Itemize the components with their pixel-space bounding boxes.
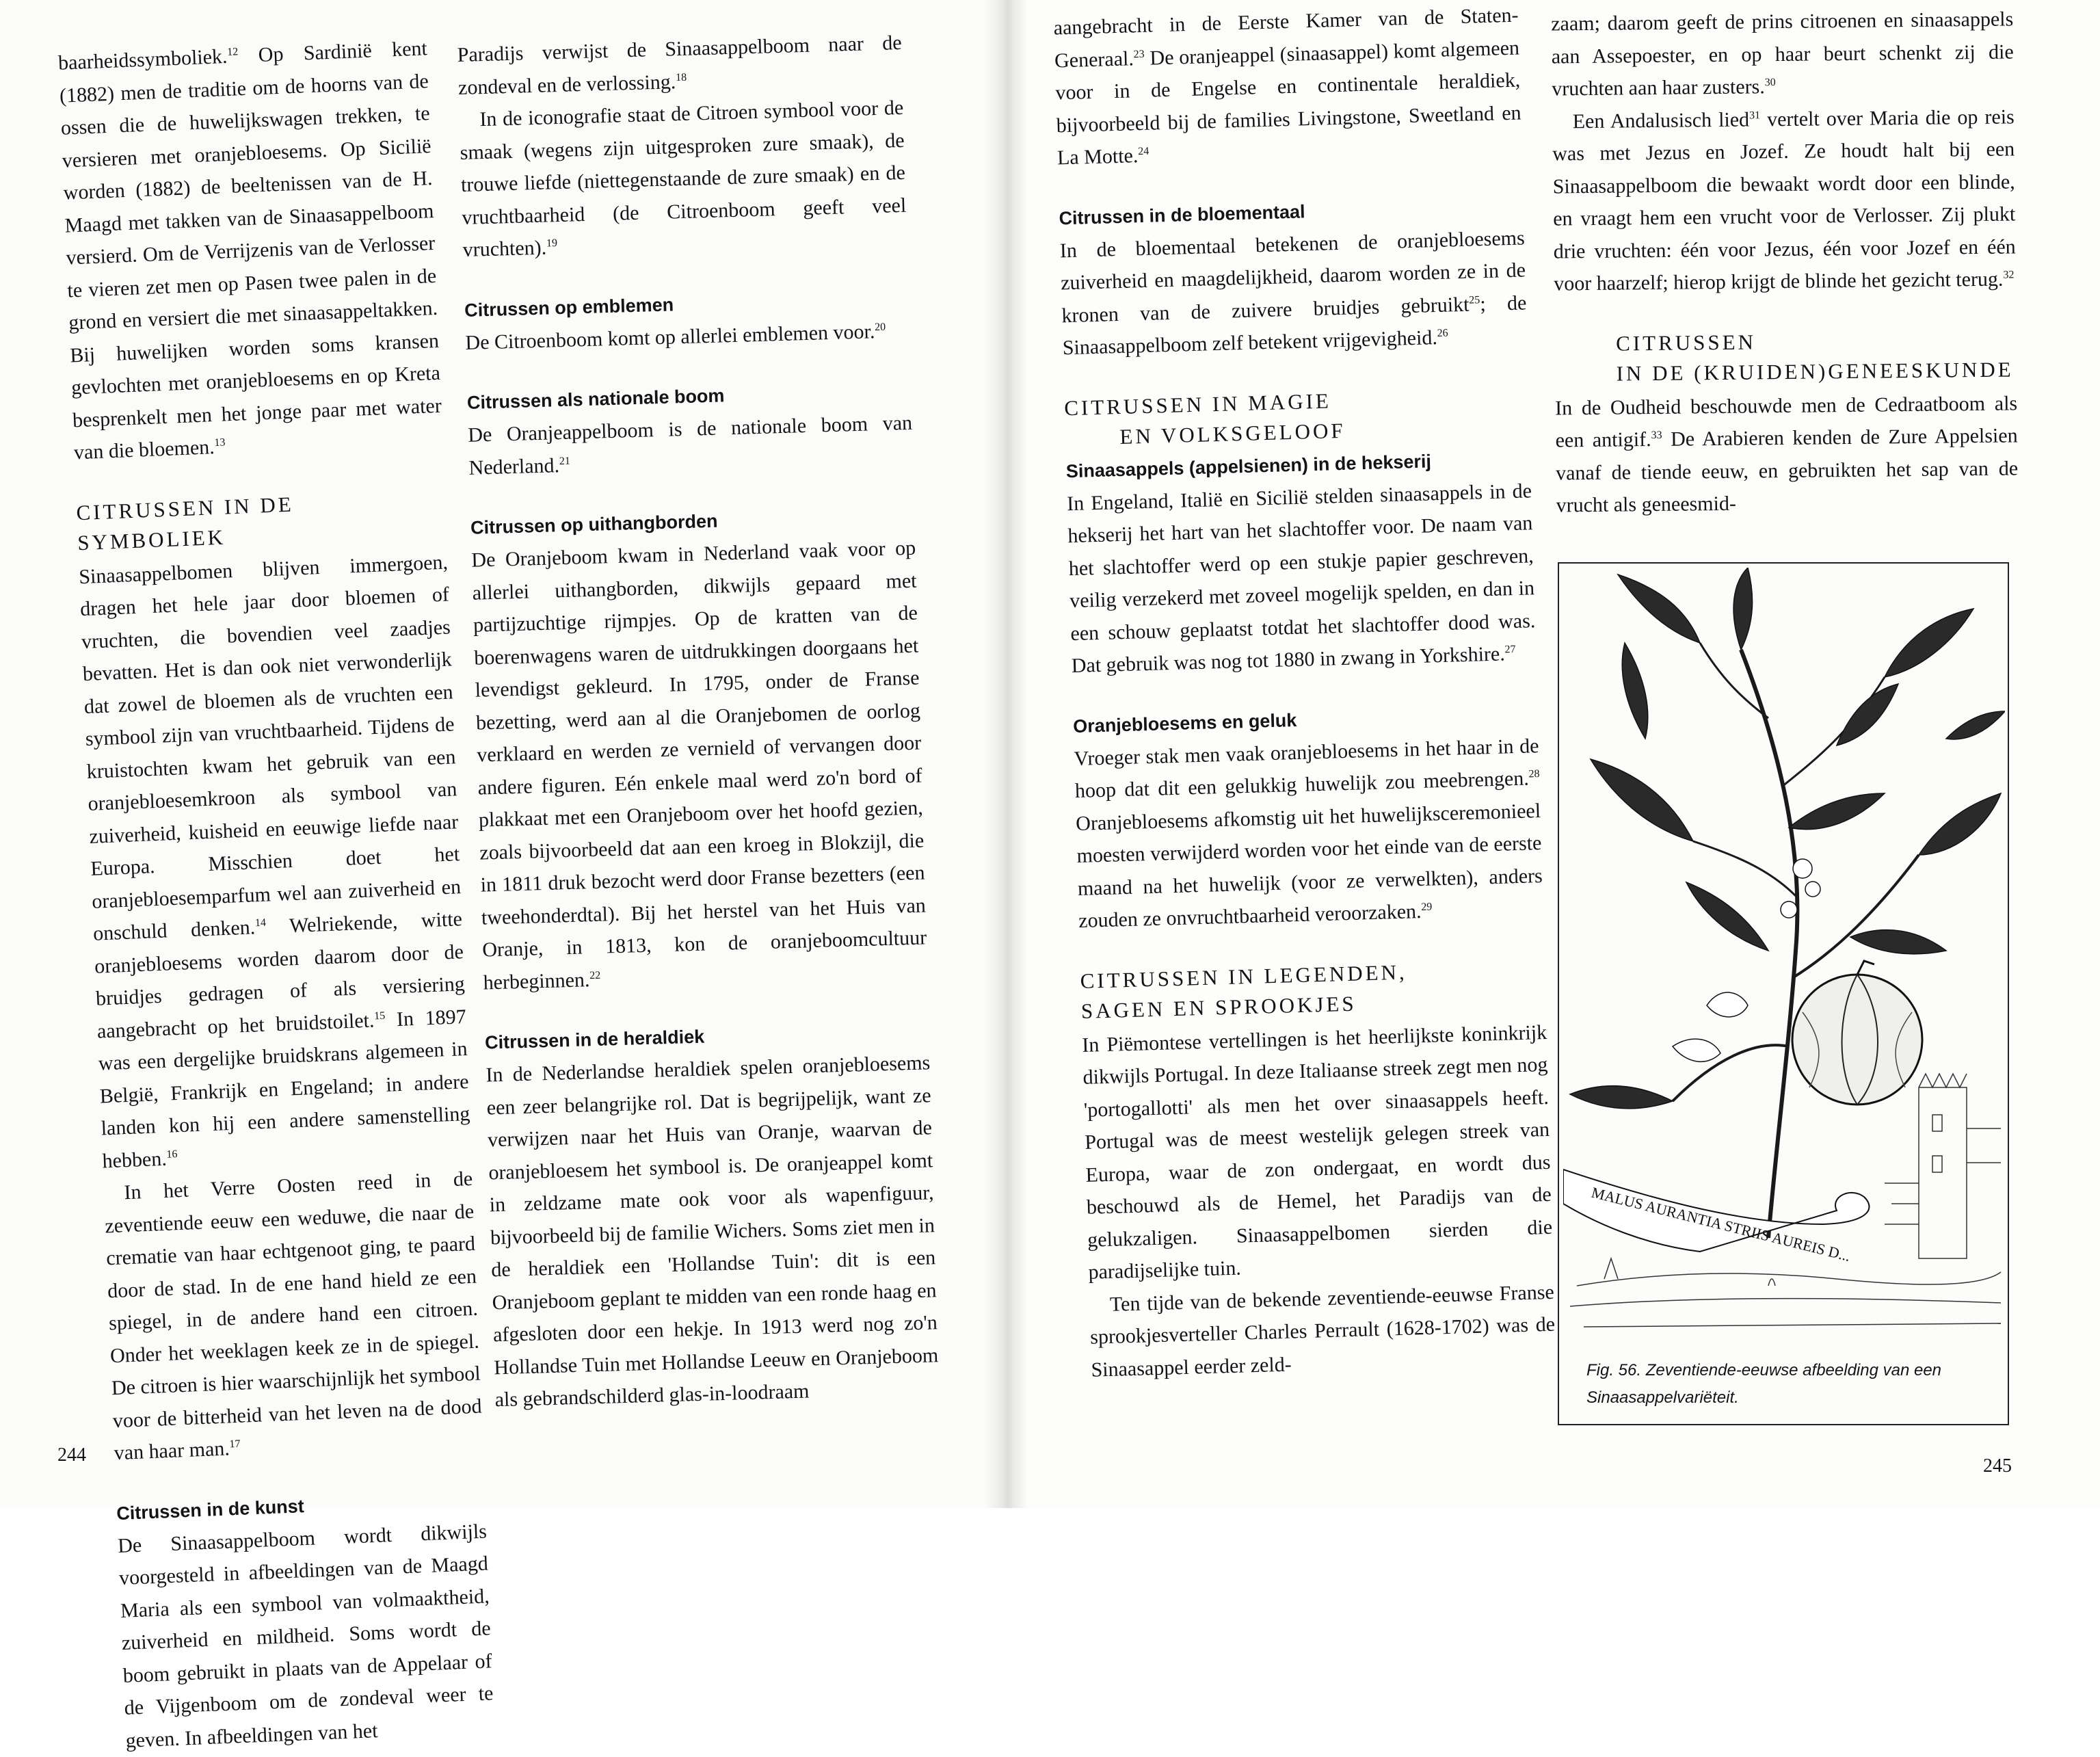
left-page-column-1 [57, 32, 495, 1757]
right-page-column-1 [1053, 0, 1556, 1386]
paragraph: baarheidssymboliek.$^{12}$ Op Sardinië kent (1882) men de traditie om de hoorns van de ossen die de huwelijkswagen trekken, te versieren met oranjebloesems. Op Sicilië worden (1882) de beeltenissen van de H. Maagd met takken van de Sinaasappelboom versierd. Om de Verrijzenis van de Verlosser te vieren zet men op Pasen twee palen in de grond en versiert die met sinaasappeltakken. Bij huwelijken worden soms kransen gevlochten met oranjebloesems en op Kreta besprenkelt men het jonge paar met water van die bloemen.$^{13}$ [57, 37, 442, 464]
paragraph: Een Andalusisch lied$^{31}$ vertelt over Maria die op reis was met Jezus en Jozef. Ze houdt halt bij een Sinaasappelboom die bewaakt wordt door een blinde, en vraagt hem een vrucht voor de Verlosser. Zij plukt drie vruchten: één voor Jezus, één voor Jozef en één voor haarzelf; hierop krijgt de blinde het gezicht terug.$^{32}$ [1552, 105, 2016, 295]
page-number-left: 244 [57, 1444, 86, 1466]
paragraph: Sinaasappelbomen blijven immergoen, dragen het hele jaar door bloemen of vruchten, die bovendien veel zaadjes bevatten. Het is dan ook niet verwonderlijk dat zowel de bloemen als de vruchten een symbool zijn van vruchtbaarheid. Tijdens de kruistochten kwam het gebruik van een oranjebloesemkroon als symbool van zuiverheid, kuisheid en eeuwige liefde naar Europa. Misschien doet het oranjebloesemparfum wel aan zuiverheid en onschuld denken.$^{14}$ Welriekende, witte oranjebloesems worden daarom door de bruidjes gedragen of als versiering aangebracht op het bruidstoilet.$^{15}$ In 1897 was een dergelijke bruidskrans algemeen in België, Frankrijk en Engeland; in andere landen kon hij een andere samenstelling hebben.$^{16}$ [78, 551, 470, 1173]
footnote-ref: 16 [166, 1148, 178, 1161]
paragraph: In de Nederlandse heraldiek spelen oranjebloesems een zeer belangrijke rol. Dat is begrijpelijk, want ze verwijzen naar het Huis van Oranje, waarvan de oranjebloesem het symbool is. De oranjeappel komt in zeldzame mate ook voor als wapenfiguur, bijvoorbeeld bij de familie Wichers. Soms ziet men in de heraldiek een 'Hollandse Tuin': dit is een Oranjeboom geplant te midden van een ronde haag en afgesloten door een hekje. In 1913 werd nog zo'n Hollandse Tuin met Hollandse Leeuw en Oranjeboom als gebrandschilderd glas-in-loodraam [485, 1051, 939, 1412]
footnote-ref: 25 [1468, 293, 1480, 306]
right-page-column-2 [1551, 3, 2019, 522]
footnote-ref: 19 [546, 237, 558, 250]
section-heading: CITRUSSEN IN DE SYMBOLIEK [75, 492, 295, 555]
paragraph: De Oranjeboom kwam in Nederland vaak voor op allerlei uithangborden, dikwijls gepaard met partijzuchtige rijmpjes. Op de kratten van de boerenwagens waren de uitdrukkingen doorgaans het levendigst gekleurd. In 1795, onder de Franse bezetting, werd aan al die Oranjebomen de oorlog verklaard en werden ze vernield of vervangen door andere figuren. Eén enkele maal werd zo'n bord of plakkaat met een Oranjeboom over het hoofd gezien, zoals bijvoorbeeld dat aan een kroeg in Blokzijl, die in 1811 druk bezocht werd door Franse bezetters (een tweehonderdtal). Bij het herstel van het Huis van Oranje, in 1813, kon de oranjeboomcultuur herbeginnen.$^{22}$ [470, 536, 927, 994]
footnote-ref: 12 [226, 46, 239, 58]
footnote-ref: 33 [1651, 429, 1662, 442]
footnote-ref: 27 [1504, 643, 1516, 656]
footnote-ref: 20 [874, 321, 886, 333]
section-heading: CITRUSSEN IN LEGENDEN, SAGEN EN SPROOKJES [1080, 960, 1408, 1023]
footnote-ref: 24 [1137, 145, 1149, 158]
footnote-ref: 26 [1437, 327, 1448, 339]
subsection-heading: Citrussen als nationale boom [466, 385, 725, 413]
section-heading: CITRUSSEN IN DE (KRUIDEN)GENEESKUNDE [1615, 329, 2014, 386]
paragraph: In de bloementaal betekenen de oranjebloesems zuiverheid en maagdelijkheid, daarom worden ze in de kronen van de zuivere bruidjes gebruikt$^{25}$; de Sinaasappelboom zelf betekent vrijgevigheid.$^{26}$ [1059, 226, 1527, 360]
footnote-ref: 15 [373, 1009, 386, 1022]
paragraph: aangebracht in de Eerste Kamer van de Staten-Generaal.$^{23}$ De oranjeappel (sinaasappel) komt algemeen voor in de Engelse en continentale heraldiek, bijvoorbeeld bij de families Livingstone, Sweetland en La Motte.$^{24}$ [1053, 3, 1521, 170]
footnote-ref: 23 [1133, 48, 1145, 60]
paragraph: De Sinaasappelboom wordt dikwijls voorgesteld in afbeeldingen van de Maagd Maria als een symbool van volmaaktheid, zuiverheid en mildheid. Soms wordt de boom gebruikt in plaats van de Appelaar of de Vijgenboom om de zondeval weer te geven. In afbeeldingen van het [117, 1519, 494, 1752]
subsection-heading: Citrussen in de heraldiek [484, 1026, 705, 1053]
footnote-ref: 18 [675, 71, 687, 83]
book-gutter [985, 0, 1028, 1508]
paragraph: In het Verre Oosten reed in de zeventiende eeuw een weduwe, die naar de crematie van haar echtgenoot ging, te paard door de stad. In de ene hand hield ze een spiegel, in de andere hand een citroen. Onder het weeklagen keek ze in de spiegel. De citroen is hier waarschijnlijk het symbool voor de bitterheid van het leven na de dood van haar man.$^{17}$ [104, 1167, 483, 1465]
page-number-right: 245 [1983, 1455, 2012, 1477]
ribbon-banner-drawing [1563, 1170, 1870, 1265]
banner-inscription: MALUS AURANTIA STRIIS AUREIS D... [1589, 1183, 1852, 1265]
paragraph: Paradijs verwijst de Sinaasappelboom naar de zondeval en de verlossing.$^{18}$ [457, 31, 902, 99]
paragraph: In Engeland, Italië en Sicilië stelden sinaasappels in de hekserij het hart van het slachtoffer voor. De naam van het slachtoffer werd op een stukje papier geschreven, veilig verzekerd met zoveel mogelijk spelden, en dan in een schouw geplaatst totdat het slachtoffer dood was. Dat gebruik was nog tot 1880 in zwang in Yorkshire.$^{27}$ [1066, 479, 1536, 678]
paragraph: In de iconografie staat de Citroen symbool voor de smaak (wegens zijn uitgesproken zure smaak), de trouwe liefde (niettegenstaande de zure smaak) en de vruchtbaarheid (de Citroenboom geeft veel vruchten).$^{19}$ [460, 96, 907, 261]
orange-fruit-drawing [1792, 961, 1922, 1105]
footnote-ref: 21 [559, 455, 571, 467]
footnote-ref: 13 [214, 436, 226, 449]
figure-56 [1558, 562, 2009, 1425]
paragraph: In de Oudheid beschouwde men de Cedraatboom als een antigif.$^{33}$ De Arabieren kenden de Zure Appelsien vanaf de tiende eeuw, en gebruikten het sap van de vrucht als geneesmid- [1554, 391, 2019, 517]
paragraph: Ten tijde van de bekende zeventiende-eeuwse Franse sprookjesverteller Charles Perrault (1628-1702) was de Sinaasappel eerder zeld- [1089, 1280, 1556, 1382]
footnote-ref: 14 [254, 916, 267, 929]
subsection-heading: Citrussen op emblemen [464, 293, 674, 321]
subsection-heading: Citrussen in de bloementaal [1059, 200, 1305, 228]
orange-branch-engraving-illustration [1563, 568, 2005, 1347]
footnote-ref: 30 [1764, 77, 1776, 89]
paragraph: In Piëmontese vertellingen is het heerlijkste koninkrijk dikwijls Portugal. In deze Italiaanse streek zegt men nog 'portogallotti' als men het over sinaasappels heeft. Portugal was de meest westelijk gelegen streek van Europa, waar de zon ondergaat, en wordt dus beschouwd als de Hemel, het Paradijs van de gelukzaligen. Sinaasappelbomen sierden die paradijselijke tuin. [1081, 1020, 1553, 1284]
section-heading: CITRUSSEN IN MAGIE EN VOLKSGELOOF [1063, 388, 1346, 449]
subsection-heading: Citrussen op uithangborden [470, 510, 718, 538]
footnote-ref: 17 [229, 1438, 241, 1451]
footnote-ref: 32 [2003, 269, 2015, 281]
subsection-heading: Sinaasappels (appelsienen) in de hekserij [1065, 450, 1432, 481]
paragraph: De Citroenboom komt op allerlei emblemen voor.$^{20}$ [465, 319, 886, 354]
footnote-ref: 28 [1528, 768, 1540, 780]
figure-caption: Fig. 56. Zeventiende-eeuwse afbeelding van een Sinaasappelvariëteit. [1586, 1361, 1942, 1407]
paragraph: De Oranjeappelboom is de nationale boom van Nederland.$^{21}$ [467, 411, 913, 479]
subsection-heading: Citrussen in de kunst [116, 1495, 305, 1524]
paragraph: Vroeger stak men vaak oranjebloesems in het haar in de hoop dat dit een gelukkig huwelijk zou meebrengen.$^{28}$ Oranjebloesems afkomstig uit het huwelijksceremonieel moesten verwijderd worden voor het einde van de eerste maand na het huwelijk (voor ze verwelkten), anders zouden ze onvruchtbaarheid veroorzaken.$^{29}$ [1074, 734, 1543, 932]
paragraph: zaam; daarom geeft de prins citroenen en sinaasappels aan Assepoester, en op haar beurt schenkt zij die vruchten aan haar zusters.$^{30}$ [1551, 8, 2014, 101]
subsection-heading: Oranjebloesems en geluk [1072, 709, 1297, 737]
footnote-ref: 29 [1421, 901, 1433, 913]
left-page-column-2 [457, 27, 940, 1416]
footnote-ref: 22 [589, 969, 601, 981]
footnote-ref: 31 [1749, 109, 1761, 122]
